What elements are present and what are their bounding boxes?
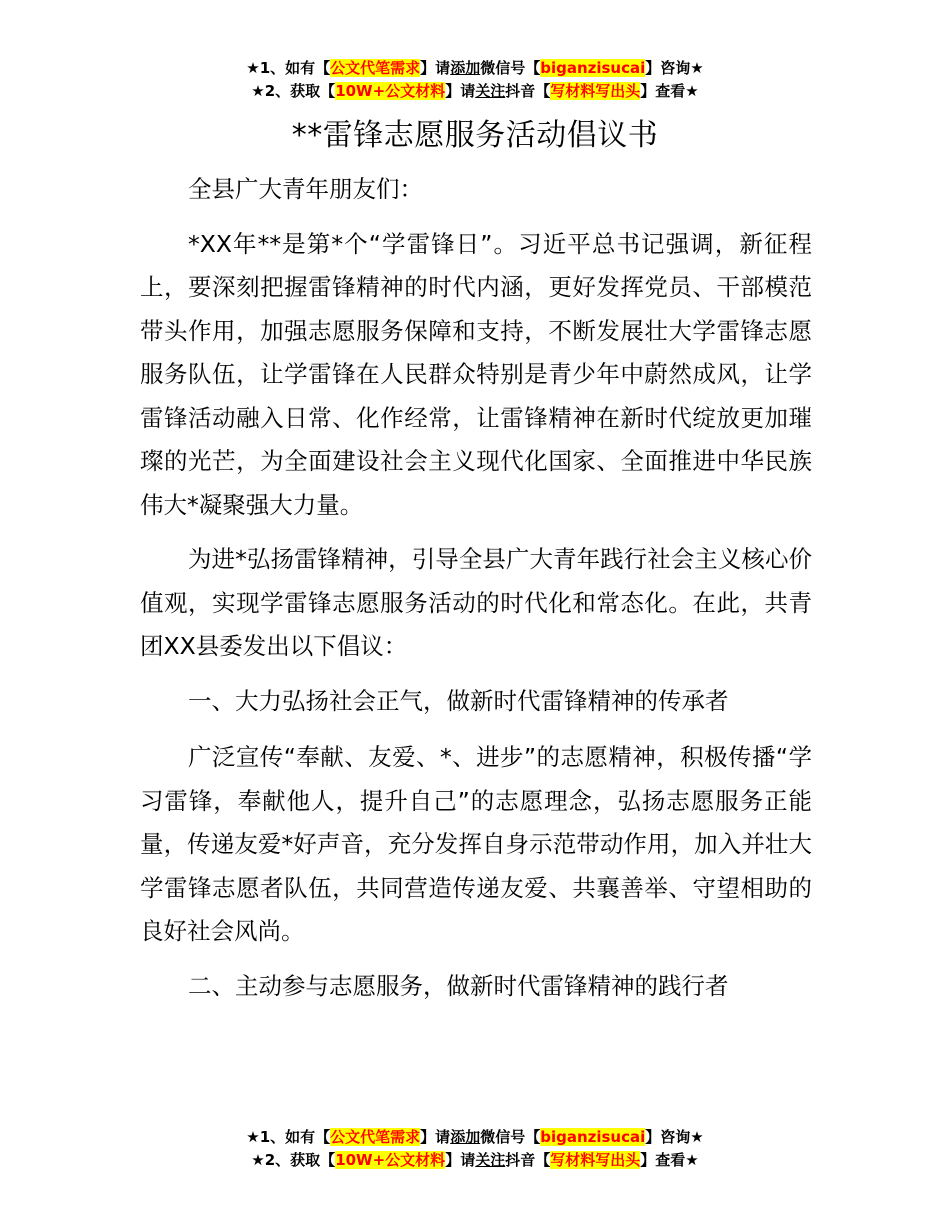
underlined-text: 关注 xyxy=(475,82,506,100)
document-title: **雷锋志愿服务活动倡议书 xyxy=(291,118,659,153)
highlight-douyin: 写材料写出头 xyxy=(550,82,641,100)
banner-text: ★1、如有【 xyxy=(246,59,331,77)
paragraph-intro: *XX年**是第*个“学雷锋日”。习近平总书记强调，新征程上，要深刻把握雷锋精神的时代内涵，更好发挥党员、干部模范带头作用，加强志愿服务保障和支持，不断发展壮大学雷锋志愿服务队伍，让学雷锋在人民群众特别是青少年中蔚然成风，让学雷锋活动融入日常、化作经常，让雷锋精神在新时代绽放更加璀璨的光芒，为全面建设社会主义现代化国家、全面推进中华民族伟大*凝聚强大力量。 xyxy=(140,229,812,519)
banner-text: 】请 xyxy=(445,1151,476,1169)
document-body xyxy=(140,168,812,1021)
banner-line-1 xyxy=(0,1126,950,1149)
banner-text: 微信号【 xyxy=(480,59,541,77)
highlight-materials: 10W+公文材料 xyxy=(335,82,446,100)
section-heading-2: 二、主动参与志愿服务，做新时代雷锋精神的践行者 xyxy=(188,971,729,1000)
banner-text: 】查看★ xyxy=(640,82,699,100)
highlight-service: 公文代笔需求 xyxy=(330,59,421,77)
footer-banner xyxy=(0,1126,950,1172)
banner-text: ★2、获取【 xyxy=(251,1151,336,1169)
header-banner xyxy=(0,57,950,103)
highlight-wechat-id: biganzisucai xyxy=(540,59,646,77)
section-heading-1: 一、大力弘扬社会正气，做新时代雷锋精神的传承者 xyxy=(188,686,729,715)
highlight-service: 公文代笔需求 xyxy=(330,1128,421,1146)
banner-text: 微信号【 xyxy=(480,1128,541,1146)
highlight-wechat-id: biganzisucai xyxy=(540,1128,646,1146)
highlight-douyin: 写材料写出头 xyxy=(550,1151,641,1169)
banner-text: 抖音【 xyxy=(505,82,551,100)
banner-line-2 xyxy=(0,80,950,103)
banner-text: 】查看★ xyxy=(640,1151,699,1169)
section-body-1: 广泛宣传“奉献、友爱、*、进步”的志愿精神，积极传播“学习雷锋，奉献他人，提升自己”的志愿理念，弘扬志愿服务正能量，传递友爱*好声音，充分发挥自身示范带动作用，加入并壮大学雷锋志愿者队伍，共同营造传递友爱、共襄善举、守望相助的良好社会风尚。 xyxy=(140,743,812,945)
banner-text: 】请 xyxy=(420,1128,451,1146)
banner-text: 抖音【 xyxy=(505,1151,551,1169)
underlined-text: 添加 xyxy=(450,59,481,77)
paragraph-purpose: 为进*弘扬雷锋精神，引导全县广大青年践行社会主义核心价值观，实现学雷锋志愿服务活动的时代化和常态化。在此，共青团XX县委发出以下倡议： xyxy=(140,545,812,660)
banner-text: 】请 xyxy=(420,59,451,77)
banner-line-1 xyxy=(0,57,950,80)
highlight-materials: 10W+公文材料 xyxy=(335,1151,446,1169)
banner-text: 】请 xyxy=(445,82,476,100)
banner-text: 】咨询★ xyxy=(645,59,704,77)
underlined-text: 添加 xyxy=(450,1128,481,1146)
banner-text: ★2、获取【 xyxy=(251,82,336,100)
banner-line-2 xyxy=(0,1149,950,1172)
underlined-text: 关注 xyxy=(475,1151,506,1169)
banner-text: 】咨询★ xyxy=(645,1128,704,1146)
banner-text: ★1、如有【 xyxy=(246,1128,331,1146)
salutation: 全县广大青年朋友们： xyxy=(188,175,423,203)
